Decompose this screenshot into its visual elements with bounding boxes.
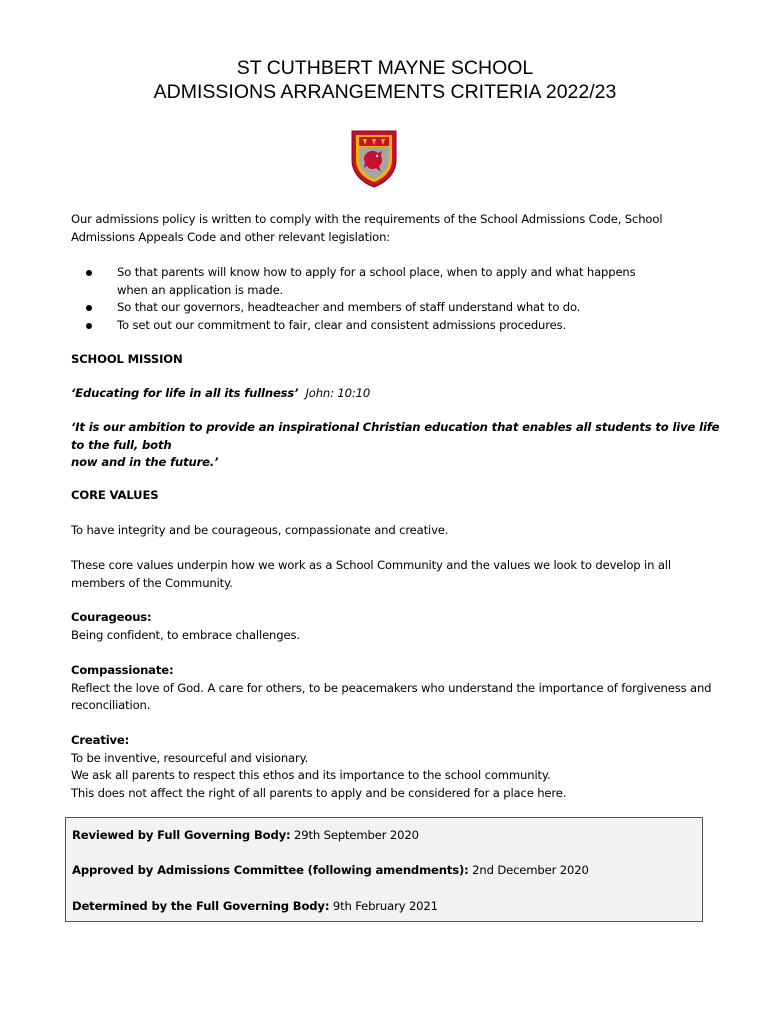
determined-row (72, 898, 438, 916)
document-title-line-2: ADMISSIONS ARRANGEMENTS CRITERIA 2022/23 (153, 81, 617, 103)
bullet-text: So that parents will know how to apply for a school place, when to apply and what happens (117, 265, 636, 279)
compassionate-line-2: reconciliation. (71, 698, 151, 712)
bullet-text: To set out our commitment to fair, clear and consistent admissions procedures. (117, 317, 567, 332)
school-crest-icon (351, 130, 397, 188)
courageous-text: Being confident, to embrace challenges. (71, 627, 300, 642)
creative-line-3: This does not affect the right of all parents to apply and be considered for a place here. (71, 785, 567, 800)
ambition-line-2: now and in the future.’ (71, 455, 219, 469)
creative-section (71, 732, 721, 802)
intro-line-2: Admissions Appeals Code and other relevant legislation: (71, 229, 391, 244)
courageous-title: Courageous: (71, 610, 152, 624)
approved-row (72, 862, 589, 880)
document-title-line-1: ST CUTHBERT MAYNE SCHOOL (236, 57, 534, 79)
underpin-line-1: These core values underpin how we work as a School Community and the values we look to develop in all (71, 558, 671, 572)
list-item (71, 264, 651, 299)
motto-verse: John: 10:10 (305, 386, 371, 400)
determined-label: Determined by the Full Governing Body: (72, 899, 330, 913)
bullet-icon (86, 270, 92, 276)
bullet-text: So that our governors, headteacher and members of staff understand what to do. (117, 300, 581, 314)
creative-title: Creative: (71, 733, 130, 747)
approval-box (65, 817, 703, 922)
reviewed-row (72, 827, 419, 845)
core-values-heading: CORE VALUES (71, 488, 159, 502)
bullet-icon (86, 323, 92, 329)
reviewed-date: 29th September 2020 (294, 828, 419, 842)
bullet-icon (86, 305, 92, 311)
courageous-section (71, 609, 721, 644)
mission-motto (71, 385, 721, 403)
motto-text: ‘Educating for life in all its fullness’ (71, 386, 299, 400)
intro-paragraph (71, 211, 721, 246)
core-values-underpin (71, 557, 721, 592)
reviewed-label: Reviewed by Full Governing Body: (72, 828, 291, 842)
list-item (71, 317, 651, 335)
core-values-summary: To have integrity and be courageous, compassionate and creative. (71, 523, 449, 537)
compassionate-section (71, 662, 731, 715)
underpin-line-2: members of the Community. (71, 575, 233, 590)
intro-bullet-list (71, 264, 651, 334)
compassionate-line-1: Reflect the love of God. A care for others, to be peacemakers who understand the importance of forgiveness and (71, 680, 712, 695)
creative-line-1: To be inventive, resourceful and visionary. (71, 750, 309, 765)
mission-ambition (71, 419, 731, 472)
mission-heading: SCHOOL MISSION (71, 352, 183, 366)
approved-label: Approved by Admissions Committee (following amendments): (72, 863, 469, 877)
intro-line-1: Our admissions policy is written to comply with the requirements of the School Admissions Code, School (71, 212, 663, 226)
compassionate-title: Compassionate: (71, 663, 174, 677)
list-item (71, 299, 651, 317)
approved-date: 2nd December 2020 (472, 863, 589, 877)
bullet-text: when an application is made. (117, 282, 284, 297)
creative-line-2: We ask all parents to respect this ethos and its importance to the school community. (71, 768, 551, 782)
ambition-line-1: ‘It is our ambition to provide an inspirational Christian education that enables all students to live life to the full, both (71, 420, 720, 452)
determined-date: 9th February 2021 (332, 899, 438, 913)
